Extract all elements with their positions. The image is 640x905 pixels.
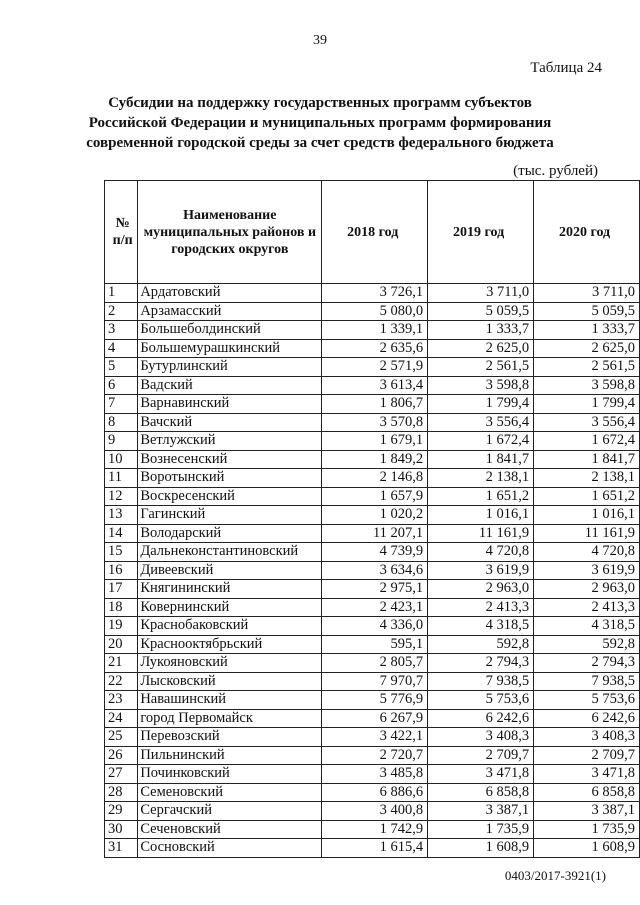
table-row <box>105 598 640 617</box>
row-2019: 1 333,7 <box>428 321 534 340</box>
row-num: 29 <box>105 802 138 821</box>
row-2018: 1 679,1 <box>322 432 428 451</box>
table-row <box>105 820 640 839</box>
row-2020: 1 841,7 <box>534 450 640 469</box>
table-row <box>105 617 640 636</box>
row-name: Перевозский <box>138 728 322 747</box>
header-num: № п/п <box>105 181 138 284</box>
table-row <box>105 580 640 599</box>
table-row <box>105 672 640 691</box>
table-row <box>105 413 640 432</box>
row-2018: 1 742,9 <box>322 820 428 839</box>
row-2019: 5 059,5 <box>428 302 534 321</box>
table-row <box>105 765 640 784</box>
row-2020: 2 625,0 <box>534 339 640 358</box>
row-2019: 2 709,7 <box>428 746 534 765</box>
row-2019: 6 242,6 <box>428 709 534 728</box>
row-2020: 3 471,8 <box>534 765 640 784</box>
row-2019: 3 711,0 <box>428 284 534 303</box>
table-row <box>105 506 640 525</box>
row-num: 15 <box>105 543 138 562</box>
row-2019: 1 608,9 <box>428 839 534 858</box>
row-2018: 2 423,1 <box>322 598 428 617</box>
row-2018: 5 776,9 <box>322 691 428 710</box>
row-2019: 1 016,1 <box>428 506 534 525</box>
table-row <box>105 524 640 543</box>
document-code: 0403/2017-3921(1) <box>504 868 606 883</box>
table-row <box>105 450 640 469</box>
row-name: Бутурлинский <box>138 358 322 377</box>
row-2019: 3 598,8 <box>428 376 534 395</box>
row-2020: 3 408,3 <box>534 728 640 747</box>
row-num: 18 <box>105 598 138 617</box>
row-2018: 1 657,9 <box>322 487 428 506</box>
row-2020: 3 387,1 <box>534 802 640 821</box>
row-2018: 1 339,1 <box>322 321 428 340</box>
table-row <box>105 635 640 654</box>
row-2018: 2 635,6 <box>322 339 428 358</box>
row-name: Гагинский <box>138 506 322 525</box>
row-2019: 3 556,4 <box>428 413 534 432</box>
row-2018: 4 739,9 <box>322 543 428 562</box>
row-num: 24 <box>105 709 138 728</box>
row-2020: 6 858,8 <box>534 783 640 802</box>
row-name: Варнавинский <box>138 395 322 414</box>
row-2020: 2 138,1 <box>534 469 640 488</box>
table-row <box>105 561 640 580</box>
row-name: Дивеевский <box>138 561 322 580</box>
row-2020: 1 672,4 <box>534 432 640 451</box>
row-2018: 595,1 <box>322 635 428 654</box>
row-name: Лысковский <box>138 672 322 691</box>
row-num: 31 <box>105 839 138 858</box>
row-2020: 2 561,5 <box>534 358 640 377</box>
row-name: город Первомайск <box>138 709 322 728</box>
row-2019: 2 413,3 <box>428 598 534 617</box>
row-2018: 2 571,9 <box>322 358 428 377</box>
row-2019: 1 672,4 <box>428 432 534 451</box>
row-2019: 2 625,0 <box>428 339 534 358</box>
header-2019: 2019 год <box>428 181 534 284</box>
row-num: 26 <box>105 746 138 765</box>
header-2018: 2018 год <box>322 181 428 284</box>
row-name: Дальнеконстантиновский <box>138 543 322 562</box>
row-name: Краснооктябрьский <box>138 635 322 654</box>
row-num: 6 <box>105 376 138 395</box>
row-name: Краснобаковский <box>138 617 322 636</box>
row-num: 19 <box>105 617 138 636</box>
header-name: Наименование муниципальных районов и городских округов <box>138 181 322 284</box>
row-2018: 3 422,1 <box>322 728 428 747</box>
header-2020: 2020 год <box>534 181 640 284</box>
row-2020: 11 161,9 <box>534 524 640 543</box>
table-row <box>105 709 640 728</box>
row-2018: 2 146,8 <box>322 469 428 488</box>
row-2020: 5 059,5 <box>534 302 640 321</box>
row-name: Володарский <box>138 524 322 543</box>
table-header-row <box>105 181 640 284</box>
row-2019: 2 794,3 <box>428 654 534 673</box>
table-row <box>105 395 640 414</box>
row-2020: 2 963,0 <box>534 580 640 599</box>
row-2019: 1 841,7 <box>428 450 534 469</box>
row-name: Навашинский <box>138 691 322 710</box>
row-name: Вачский <box>138 413 322 432</box>
page-number: 39 <box>313 33 327 48</box>
row-2019: 6 858,8 <box>428 783 534 802</box>
row-2018: 7 970,7 <box>322 672 428 691</box>
row-name: Ковернинский <box>138 598 322 617</box>
row-2018: 1 020,2 <box>322 506 428 525</box>
row-name: Воскресенский <box>138 487 322 506</box>
row-2020: 3 556,4 <box>534 413 640 432</box>
row-2018: 2 975,1 <box>322 580 428 599</box>
row-num: 3 <box>105 321 138 340</box>
row-2020: 7 938,5 <box>534 672 640 691</box>
row-num: 7 <box>105 395 138 414</box>
row-name: Сергачский <box>138 802 322 821</box>
row-2020: 2 413,3 <box>534 598 640 617</box>
row-2019: 1 735,9 <box>428 820 534 839</box>
row-2019: 2 561,5 <box>428 358 534 377</box>
row-2020: 4 720,8 <box>534 543 640 562</box>
row-2020: 1 799,4 <box>534 395 640 414</box>
row-2020: 5 753,6 <box>534 691 640 710</box>
table-body <box>105 284 640 858</box>
table-row <box>105 376 640 395</box>
row-num: 9 <box>105 432 138 451</box>
table-row <box>105 302 640 321</box>
row-name: Семеновский <box>138 783 322 802</box>
row-2019: 3 471,8 <box>428 765 534 784</box>
row-2018: 1 849,2 <box>322 450 428 469</box>
row-name: Вадский <box>138 376 322 395</box>
row-num: 5 <box>105 358 138 377</box>
row-2018: 11 207,1 <box>322 524 428 543</box>
row-2018: 2 805,7 <box>322 654 428 673</box>
row-2020: 3 711,0 <box>534 284 640 303</box>
row-2018: 5 080,0 <box>322 302 428 321</box>
row-name: Пильнинский <box>138 746 322 765</box>
row-2020: 4 318,5 <box>534 617 640 636</box>
row-2020: 2 709,7 <box>534 746 640 765</box>
row-2020: 1 651,2 <box>534 487 640 506</box>
row-2018: 3 570,8 <box>322 413 428 432</box>
row-2018: 3 485,8 <box>322 765 428 784</box>
row-num: 22 <box>105 672 138 691</box>
table-row <box>105 358 640 377</box>
table-row <box>105 543 640 562</box>
row-2018: 3 400,8 <box>322 802 428 821</box>
row-2019: 7 938,5 <box>428 672 534 691</box>
table-row <box>105 802 640 821</box>
row-num: 28 <box>105 783 138 802</box>
document-title: Субсидии на поддержку государственных программ субъектов Российской Федерации и муниципальных программ формирования современной городской среды за счет средств федерального бюджета <box>86 95 554 151</box>
row-2018: 2 720,7 <box>322 746 428 765</box>
row-name: Большеболдинский <box>138 321 322 340</box>
table-row <box>105 783 640 802</box>
table-row <box>105 469 640 488</box>
row-2018: 3 634,6 <box>322 561 428 580</box>
row-num: 11 <box>105 469 138 488</box>
table-row <box>105 691 640 710</box>
row-2020: 1 016,1 <box>534 506 640 525</box>
row-num: 27 <box>105 765 138 784</box>
row-name: Починковский <box>138 765 322 784</box>
row-2019: 1 651,2 <box>428 487 534 506</box>
unit-label: (тыс. рублей) <box>513 163 598 179</box>
row-2020: 2 794,3 <box>534 654 640 673</box>
table-row <box>105 284 640 303</box>
row-2018: 4 336,0 <box>322 617 428 636</box>
row-num: 14 <box>105 524 138 543</box>
row-2020: 1 608,9 <box>534 839 640 858</box>
row-num: 4 <box>105 339 138 358</box>
row-name: Арзамасский <box>138 302 322 321</box>
table-row <box>105 321 640 340</box>
row-num: 2 <box>105 302 138 321</box>
row-2020: 3 598,8 <box>534 376 640 395</box>
row-num: 23 <box>105 691 138 710</box>
row-2020: 3 619,9 <box>534 561 640 580</box>
row-2019: 2 138,1 <box>428 469 534 488</box>
row-2018: 1 615,4 <box>322 839 428 858</box>
table-row <box>105 487 640 506</box>
row-2019: 1 799,4 <box>428 395 534 414</box>
row-2019: 4 318,5 <box>428 617 534 636</box>
row-num: 20 <box>105 635 138 654</box>
row-2019: 592,8 <box>428 635 534 654</box>
row-2018: 6 886,6 <box>322 783 428 802</box>
row-2020: 1 735,9 <box>534 820 640 839</box>
table-row <box>105 839 640 858</box>
row-2020: 592,8 <box>534 635 640 654</box>
row-2018: 1 806,7 <box>322 395 428 414</box>
row-2019: 5 753,6 <box>428 691 534 710</box>
table-label: Таблица 24 <box>530 60 602 76</box>
row-num: 30 <box>105 820 138 839</box>
row-2018: 6 267,9 <box>322 709 428 728</box>
row-num: 13 <box>105 506 138 525</box>
row-2019: 2 963,0 <box>428 580 534 599</box>
row-num: 12 <box>105 487 138 506</box>
row-num: 1 <box>105 284 138 303</box>
row-2019: 3 619,9 <box>428 561 534 580</box>
row-num: 10 <box>105 450 138 469</box>
row-2019: 11 161,9 <box>428 524 534 543</box>
row-name: Сосновский <box>138 839 322 858</box>
table-row <box>105 654 640 673</box>
row-name: Княгининский <box>138 580 322 599</box>
row-2019: 3 387,1 <box>428 802 534 821</box>
row-num: 16 <box>105 561 138 580</box>
table-row <box>105 432 640 451</box>
row-num: 25 <box>105 728 138 747</box>
row-2019: 4 720,8 <box>428 543 534 562</box>
row-2018: 3 726,1 <box>322 284 428 303</box>
row-2019: 3 408,3 <box>428 728 534 747</box>
table-row <box>105 339 640 358</box>
row-name: Ветлужский <box>138 432 322 451</box>
row-2020: 1 333,7 <box>534 321 640 340</box>
subsidies-table <box>104 180 640 858</box>
row-name: Ардатовский <box>138 284 322 303</box>
row-name: Воротынский <box>138 469 322 488</box>
row-num: 17 <box>105 580 138 599</box>
row-num: 21 <box>105 654 138 673</box>
table-row <box>105 746 640 765</box>
row-2018: 3 613,4 <box>322 376 428 395</box>
row-name: Лукояновский <box>138 654 322 673</box>
row-2020: 6 242,6 <box>534 709 640 728</box>
row-name: Вознесенский <box>138 450 322 469</box>
row-num: 8 <box>105 413 138 432</box>
row-name: Большемурашкинский <box>138 339 322 358</box>
row-name: Сеченовский <box>138 820 322 839</box>
table-row <box>105 728 640 747</box>
